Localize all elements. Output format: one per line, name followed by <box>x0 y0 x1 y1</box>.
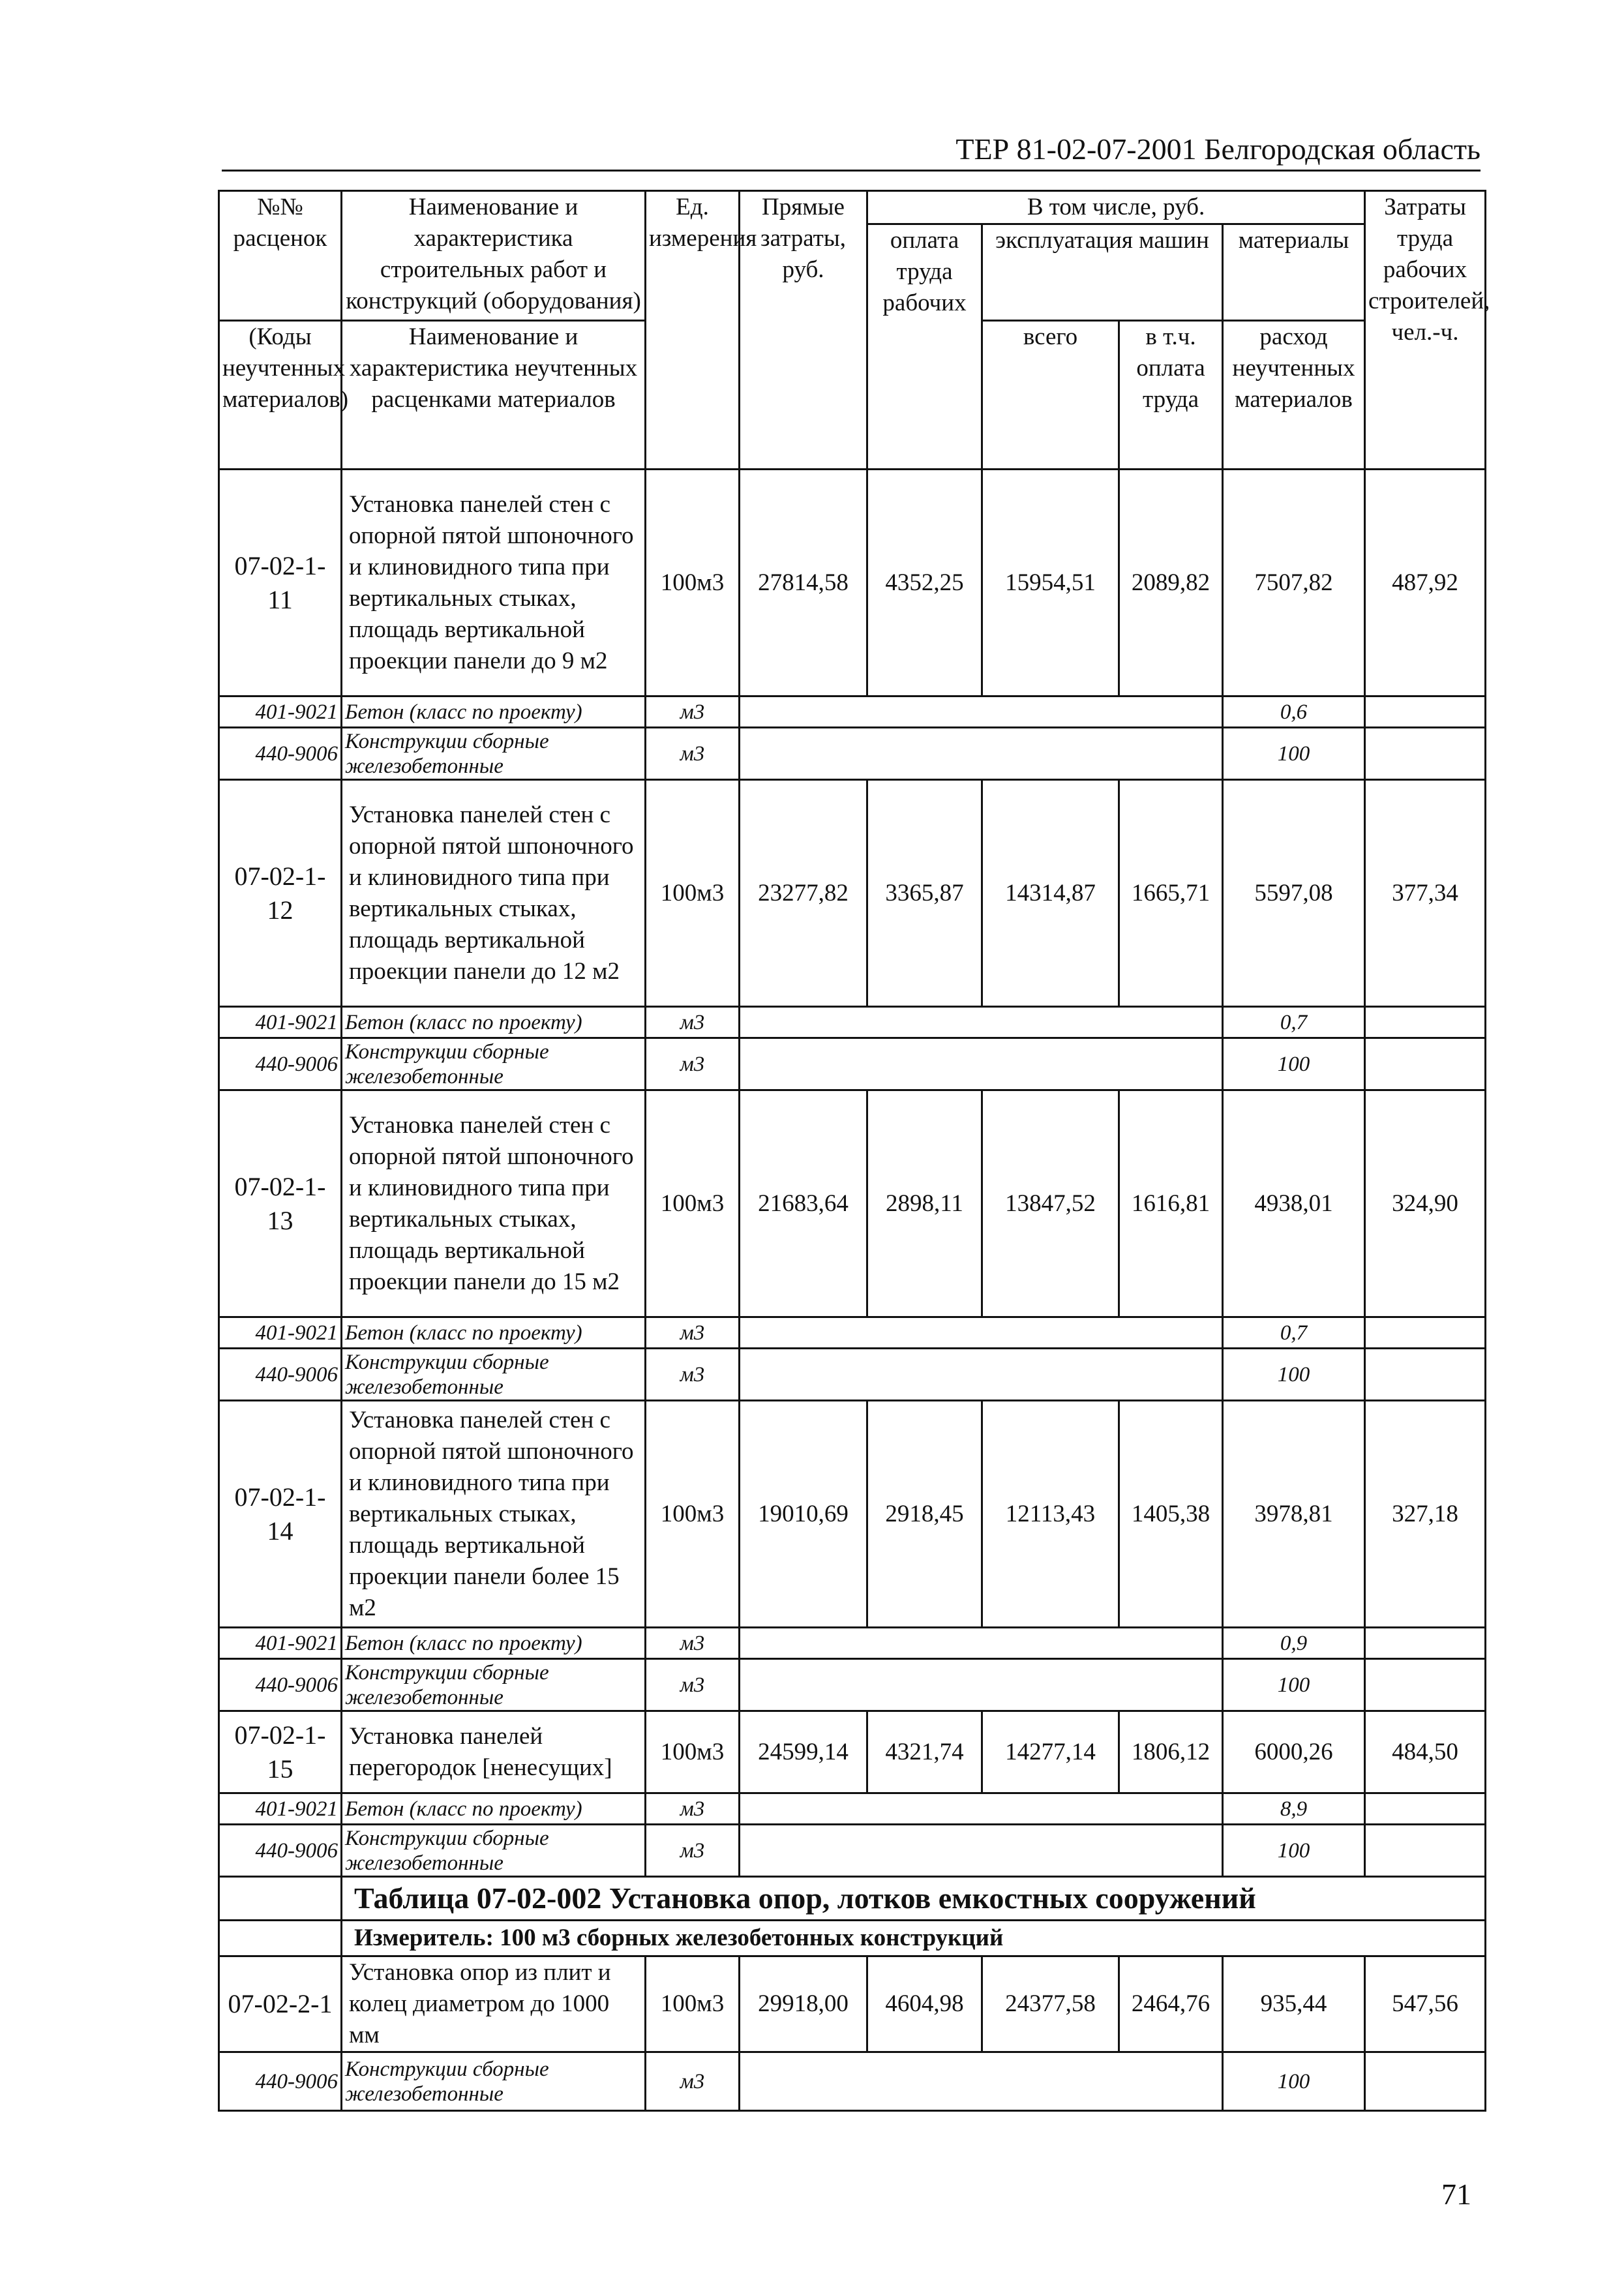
material-blank-cell <box>740 1317 1223 1349</box>
machines-cost-cell: 12113,43 <box>982 1401 1119 1628</box>
material-blank-end-cell <box>1365 1659 1486 1711</box>
material-qty-cell: 0,7 <box>1223 1317 1365 1349</box>
rate-name-cell: Установка панелей стен с опорной пятой шпоночного и клиновидного типа при вертикальных стыках, площадь вертикальной проекции панели до 9 м2 <box>342 470 646 696</box>
material-unit-cell: м3 <box>646 1038 740 1090</box>
material-code-cell: 401-9021 <box>219 1317 342 1349</box>
rate-code-cell: 07-02-1-12 <box>219 780 342 1007</box>
unit-cell: 100м3 <box>646 470 740 696</box>
material-unit-cell: м3 <box>646 1349 740 1401</box>
unit-cell: 100м3 <box>646 1956 740 2052</box>
machines-cost-cell: 14277,14 <box>982 1711 1119 1793</box>
rate-row <box>219 1401 1486 1628</box>
material-qty-cell: 100 <box>1223 2052 1365 2111</box>
meter-blank <box>219 1921 342 1956</box>
labor-hours-cell: 487,92 <box>1365 470 1486 696</box>
materials-cost-cell: 935,44 <box>1223 1956 1365 2052</box>
col-header-labor-pay: оплата труда рабочих <box>867 224 982 470</box>
direct-cost-cell: 27814,58 <box>740 470 867 696</box>
rate-name-cell: Установка панелей стен с опорной пятой шпоночного и клиновидного типа при вертикальных стыках, площадь вертикальной проекции панели до 15 м2 <box>342 1090 646 1317</box>
page-header: ТЕР 81-02-07-2001 Белгородская область <box>222 129 1481 172</box>
labor-pay-cell: 2898,11 <box>867 1090 982 1317</box>
rate-name-cell: Установка опор из плит и колец диаметром до 1000 мм <box>342 1956 646 2052</box>
labor-hours-cell: 547,56 <box>1365 1956 1486 2052</box>
material-code-cell: 401-9021 <box>219 1007 342 1038</box>
col-header-labor-cost: Затраты труда рабочих строителей, чел.-ч. <box>1365 191 1486 470</box>
unit-cell: 100м3 <box>646 780 740 1007</box>
rate-code-cell: 07-02-1-13 <box>219 1090 342 1317</box>
material-name-cell: Бетон (класс по проекту) <box>342 696 646 728</box>
rate-row <box>219 470 1486 696</box>
material-row <box>219 1007 1486 1038</box>
material-qty-cell: 0,9 <box>1223 1628 1365 1659</box>
table-title: Таблица 07-02-002 Установка опор, лотков емкостных сооружений <box>342 1877 1486 1921</box>
material-blank-cell <box>740 1628 1223 1659</box>
machines-pay-cell: 1806,12 <box>1119 1711 1223 1793</box>
material-code-cell: 401-9021 <box>219 696 342 728</box>
materials-cost-cell: 6000,26 <box>1223 1711 1365 1793</box>
material-blank-end-cell <box>1365 1038 1486 1090</box>
col-header-direct: Прямые затраты, руб. <box>740 191 867 470</box>
material-row <box>219 1038 1486 1090</box>
col-header-name: Наименование и характеристика строительных работ и конструкций (оборудования) <box>342 191 646 321</box>
table-title-blank <box>219 1877 342 1921</box>
machines-pay-cell: 2464,76 <box>1119 1956 1223 2052</box>
material-qty-cell: 8,9 <box>1223 1793 1365 1825</box>
table-title-row <box>219 1877 1486 1921</box>
material-unit-cell: м3 <box>646 696 740 728</box>
unit-cell: 100м3 <box>646 1711 740 1793</box>
labor-hours-cell: 327,18 <box>1365 1401 1486 1628</box>
labor-pay-cell: 3365,87 <box>867 780 982 1007</box>
col-header-consumption: расход неучтенных материалов <box>1223 321 1365 470</box>
material-code-cell: 440-9006 <box>219 1038 342 1090</box>
material-blank-end-cell <box>1365 1793 1486 1825</box>
material-name-cell: Конструкции сборные железобетонные <box>342 1349 646 1401</box>
material-unit-cell: м3 <box>646 1825 740 1877</box>
material-blank-end-cell <box>1365 1628 1486 1659</box>
machines-pay-cell: 2089,82 <box>1119 470 1223 696</box>
rate-row <box>219 780 1486 1007</box>
material-unit-cell: м3 <box>646 1659 740 1711</box>
material-row <box>219 2052 1486 2111</box>
material-qty-cell: 0,6 <box>1223 696 1365 728</box>
material-code-cell: 440-9006 <box>219 1349 342 1401</box>
labor-hours-cell: 377,34 <box>1365 780 1486 1007</box>
material-row <box>219 1825 1486 1877</box>
material-unit-cell: м3 <box>646 1628 740 1659</box>
material-qty-cell: 100 <box>1223 1825 1365 1877</box>
rate-name-cell: Установка панелей перегородок [ненесущих] <box>342 1711 646 1793</box>
material-unit-cell: м3 <box>646 2052 740 2111</box>
col-header-machines: эксплуатация машин <box>982 224 1223 321</box>
material-code-cell: 401-9021 <box>219 1628 342 1659</box>
material-blank-end-cell <box>1365 728 1486 780</box>
material-unit-cell: м3 <box>646 1007 740 1038</box>
machines-pay-cell: 1616,81 <box>1119 1090 1223 1317</box>
direct-cost-cell: 24599,14 <box>740 1711 867 1793</box>
labor-pay-cell: 4321,74 <box>867 1711 982 1793</box>
material-blank-cell <box>740 728 1223 780</box>
labor-hours-cell: 484,50 <box>1365 1711 1486 1793</box>
machines-pay-cell: 1665,71 <box>1119 780 1223 1007</box>
machines-cost-cell: 14314,87 <box>982 780 1119 1007</box>
labor-hours-cell: 324,90 <box>1365 1090 1486 1317</box>
material-blank-cell <box>740 696 1223 728</box>
machines-cost-cell: 15954,51 <box>982 470 1119 696</box>
material-blank-end-cell <box>1365 1349 1486 1401</box>
material-row <box>219 1628 1486 1659</box>
col-header-incl-pay: в т.ч. оплата труда <box>1119 321 1223 470</box>
material-code-cell: 401-9021 <box>219 1793 342 1825</box>
materials-cost-cell: 4938,01 <box>1223 1090 1365 1317</box>
material-blank-cell <box>740 1007 1223 1038</box>
meter-text: Измеритель: 100 м3 сборных железобетонных конструкций <box>342 1921 1486 1956</box>
rate-code-cell: 07-02-1-14 <box>219 1401 342 1628</box>
rate-code-cell: 07-02-1-15 <box>219 1711 342 1793</box>
direct-cost-cell: 19010,69 <box>740 1401 867 1628</box>
materials-cost-cell: 7507,82 <box>1223 470 1365 696</box>
material-blank-end-cell <box>1365 1825 1486 1877</box>
material-name-cell: Бетон (класс по проекту) <box>342 1628 646 1659</box>
material-name-cell: Бетон (класс по проекту) <box>342 1317 646 1349</box>
rate-code-cell: 07-02-2-1 <box>219 1956 342 2052</box>
material-blank-cell <box>740 1793 1223 1825</box>
material-blank-cell <box>740 1349 1223 1401</box>
material-row <box>219 1793 1486 1825</box>
material-blank-end-cell <box>1365 1007 1486 1038</box>
col-header-unit: Ед. измерения <box>646 191 740 470</box>
materials-cost-cell: 5597,08 <box>1223 780 1365 1007</box>
direct-cost-cell: 21683,64 <box>740 1090 867 1317</box>
rates-table <box>218 190 1490 2112</box>
unit-cell: 100м3 <box>646 1401 740 1628</box>
material-unit-cell: м3 <box>646 1317 740 1349</box>
rate-row <box>219 1090 1486 1317</box>
material-blank-end-cell <box>1365 2052 1486 2111</box>
labor-pay-cell: 4352,25 <box>867 470 982 696</box>
labor-pay-cell: 4604,98 <box>867 1956 982 2052</box>
material-name-cell: Конструкции сборные железобетонные <box>342 2052 646 2111</box>
material-name-cell: Бетон (класс по проекту) <box>342 1007 646 1038</box>
machines-pay-cell: 1405,38 <box>1119 1401 1223 1628</box>
material-blank-cell <box>740 2052 1223 2111</box>
direct-cost-cell: 29918,00 <box>740 1956 867 2052</box>
material-row <box>219 696 1486 728</box>
material-row <box>219 728 1486 780</box>
material-unit-cell: м3 <box>646 1793 740 1825</box>
rate-row <box>219 1956 1486 2052</box>
material-code-cell: 440-9006 <box>219 2052 342 2111</box>
unit-cell: 100м3 <box>646 1090 740 1317</box>
material-blank-end-cell <box>1365 696 1486 728</box>
col-header-mat-codes: (Коды неучтенных материалов) <box>219 321 342 470</box>
material-qty-cell: 100 <box>1223 1038 1365 1090</box>
material-code-cell: 440-9006 <box>219 1825 342 1877</box>
material-code-cell: 440-9006 <box>219 1659 342 1711</box>
material-blank-cell <box>740 1825 1223 1877</box>
material-row <box>219 1317 1486 1349</box>
page-number: 71 <box>1441 2178 1471 2211</box>
rate-code-cell: 07-02-1-11 <box>219 470 342 696</box>
labor-pay-cell: 2918,45 <box>867 1401 982 1628</box>
material-name-cell: Конструкции сборные железобетонные <box>342 728 646 780</box>
rate-name-cell: Установка панелей стен с опорной пятой шпоночного и клиновидного типа при вертикальных стыках, площадь вертикальной проекции панели до 12 м2 <box>342 780 646 1007</box>
material-blank-cell <box>740 1659 1223 1711</box>
col-header-total: всего <box>982 321 1119 470</box>
material-qty-cell: 100 <box>1223 728 1365 780</box>
materials-cost-cell: 3978,81 <box>1223 1401 1365 1628</box>
material-row <box>219 1659 1486 1711</box>
col-header-materials: материалы <box>1223 224 1365 321</box>
rate-name-cell: Установка панелей стен с опорной пятой шпоночного и клиновидного типа при вертикальных стыках, площадь вертикальной проекции панели более 15 м2 <box>342 1401 646 1628</box>
col-header-num: №№ расценок <box>219 191 342 321</box>
col-header-mat-names: Наименование и характеристика неучтенных расценками материалов <box>342 321 646 470</box>
material-unit-cell: м3 <box>646 728 740 780</box>
material-qty-cell: 0,7 <box>1223 1007 1365 1038</box>
rate-row <box>219 1711 1486 1793</box>
material-blank-end-cell <box>1365 1317 1486 1349</box>
material-row <box>219 1349 1486 1401</box>
material-name-cell: Конструкции сборные железобетонные <box>342 1038 646 1090</box>
material-blank-cell <box>740 1038 1223 1090</box>
machines-cost-cell: 24377,58 <box>982 1956 1119 2052</box>
col-header-incl: В том числе, руб. <box>867 191 1365 224</box>
material-qty-cell: 100 <box>1223 1349 1365 1401</box>
direct-cost-cell: 23277,82 <box>740 780 867 1007</box>
material-code-cell: 440-9006 <box>219 728 342 780</box>
material-name-cell: Бетон (класс по проекту) <box>342 1793 646 1825</box>
machines-cost-cell: 13847,52 <box>982 1090 1119 1317</box>
material-name-cell: Конструкции сборные железобетонные <box>342 1659 646 1711</box>
material-name-cell: Конструкции сборные железобетонные <box>342 1825 646 1877</box>
meter-row <box>219 1921 1486 1956</box>
material-qty-cell: 100 <box>1223 1659 1365 1711</box>
